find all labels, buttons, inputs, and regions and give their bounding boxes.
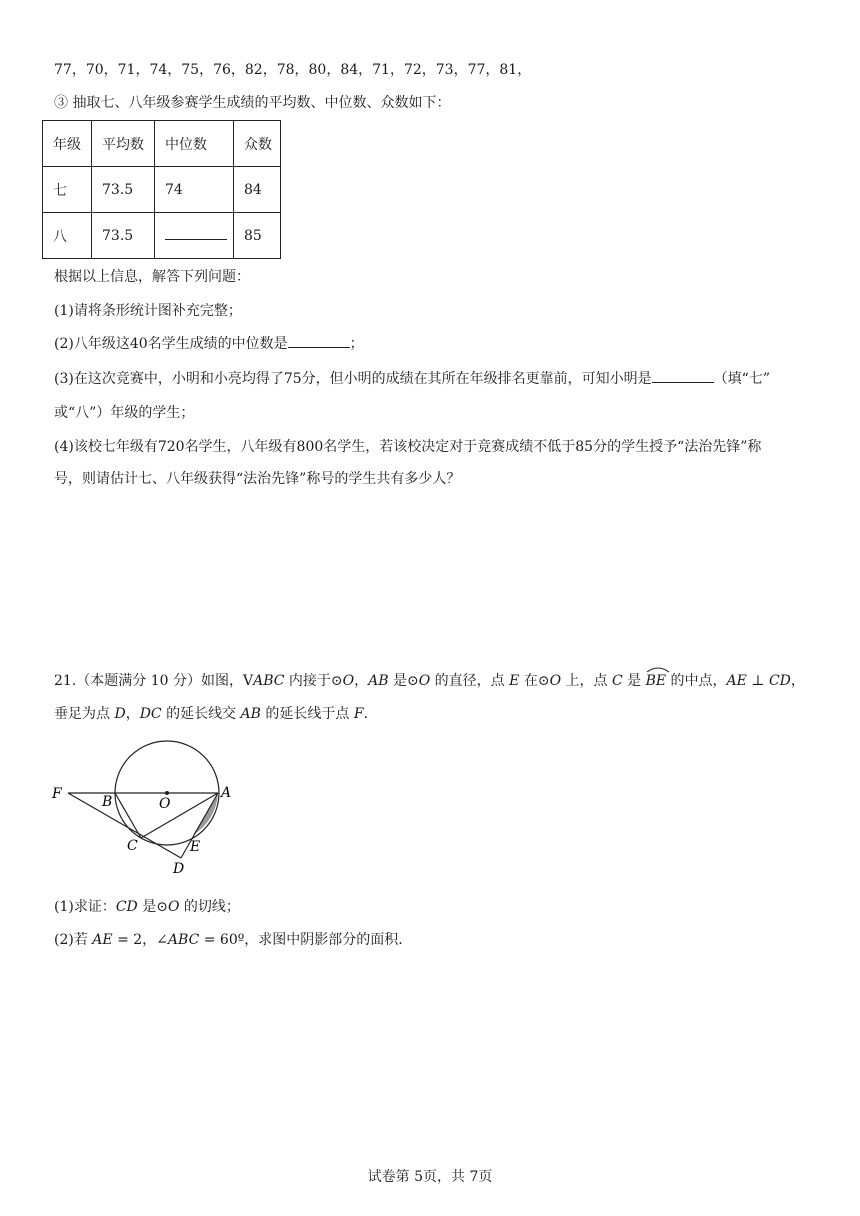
cell-mean: 73.5 <box>92 213 155 259</box>
math-var: DC <box>139 706 162 722</box>
header-mode: 众数 <box>234 121 281 167</box>
line-bc <box>115 793 141 838</box>
text: 的中点， <box>666 673 727 689</box>
cell-mean: 73.5 <box>92 167 155 213</box>
text: . <box>363 706 369 722</box>
math-var: ABC <box>253 673 285 689</box>
header-median: 中位数 <box>155 121 234 167</box>
text: ， <box>125 706 140 722</box>
text: 的延长线于点 <box>260 706 354 722</box>
question-3-line2: 或“八”）年级的学生； <box>54 405 195 421</box>
label-e: E <box>190 839 201 855</box>
math-var: C <box>611 673 623 689</box>
text: ， <box>354 673 369 689</box>
problem-score: （本题满分 10 分） <box>76 673 201 689</box>
prompt-text: 根据以上信息，解答下列问题： <box>54 269 250 285</box>
problem-number: 21. <box>54 673 77 689</box>
text: 是⊙ <box>388 673 419 689</box>
math-var: O <box>342 673 355 689</box>
math-var: CD <box>768 673 791 689</box>
text: 是 <box>622 673 646 689</box>
math-var: E <box>509 673 520 689</box>
label-b: B <box>102 794 113 810</box>
q2-suffix: ； <box>349 336 364 352</box>
text: 在⊙ <box>519 673 550 689</box>
label-f: F <box>52 786 62 802</box>
text: 的延长线交 <box>161 706 241 722</box>
math-var: AE <box>92 932 113 948</box>
math-var: F <box>353 706 364 722</box>
subquestion-2 <box>54 930 403 950</box>
text: ， <box>790 673 805 689</box>
label-d: D <box>173 861 185 877</box>
q3-hint: （填“七” <box>713 371 770 387</box>
text: ⊥ <box>746 673 769 689</box>
math-var: ABC <box>167 932 200 948</box>
subquestion-1 <box>54 897 240 917</box>
math-var: O <box>167 899 180 915</box>
text: 的切线； <box>179 899 240 915</box>
math-var: O <box>418 673 431 689</box>
math-var: CD <box>115 899 138 915</box>
text: 如图，V <box>200 673 254 689</box>
q2-text: (2)八年级这40名学生成绩的中位数是 <box>54 336 288 352</box>
math-var: O <box>549 673 562 689</box>
label-c: C <box>127 838 138 854</box>
math-var: AB <box>240 706 261 722</box>
text: = 60º，求图中阴影部分的面积. <box>199 932 403 948</box>
text: 是⊙ <box>137 899 168 915</box>
question-4-line1: (4)该校七年级有720名学生，八年级有800名学生，若该校决定对于竞赛成绩不低于85分的学生授予“法治先锋”称 <box>54 439 762 455</box>
cell-grade: 八 <box>43 213 92 259</box>
math-var: BE <box>645 673 667 689</box>
header-mean: 平均数 <box>92 121 155 167</box>
label-o: O <box>159 796 171 812</box>
page-footer: 试卷第 5页，共 7页 <box>367 1169 493 1185</box>
question-4-line2: 号，则请估计七、八年级获得“法治先锋”称号的学生共有多少人？ <box>54 471 461 487</box>
math-var: AB <box>368 673 389 689</box>
center-point <box>165 791 169 795</box>
cell-grade: 七 <box>43 167 92 213</box>
math-var: D <box>114 706 126 722</box>
intro-item-3: ③ 抽取七、八年级参赛学生成绩的平均数、中位数、众数如下： <box>54 95 451 111</box>
math-var: AE <box>726 673 747 689</box>
cell-mode: 84 <box>234 167 281 213</box>
cell-mode: 85 <box>234 213 281 259</box>
question-1: (1)请将条形统计图补充完整； <box>54 303 242 319</box>
scores-line: 77，70，71，74，75，76，82，78，80，84，71，72，73，77，81， <box>54 62 532 78</box>
text: (1)求证： <box>54 899 116 915</box>
header-grade: 年级 <box>43 121 92 167</box>
cell-median: 74 <box>155 167 234 213</box>
text: 垂足为点 <box>54 706 115 722</box>
label-a: A <box>221 785 232 801</box>
text: 内接于⊙ <box>284 673 343 689</box>
text: 的直径，点 <box>430 673 510 689</box>
text: (2)若 <box>54 932 93 948</box>
q3-text: (3)在这次竞赛中，小明和小亮均得了75分，但小明的成绩在其所在年级排名更靠前，可知小明是 <box>54 371 652 387</box>
text: 上，点 <box>561 673 612 689</box>
text: = 2，∠ <box>112 932 168 948</box>
